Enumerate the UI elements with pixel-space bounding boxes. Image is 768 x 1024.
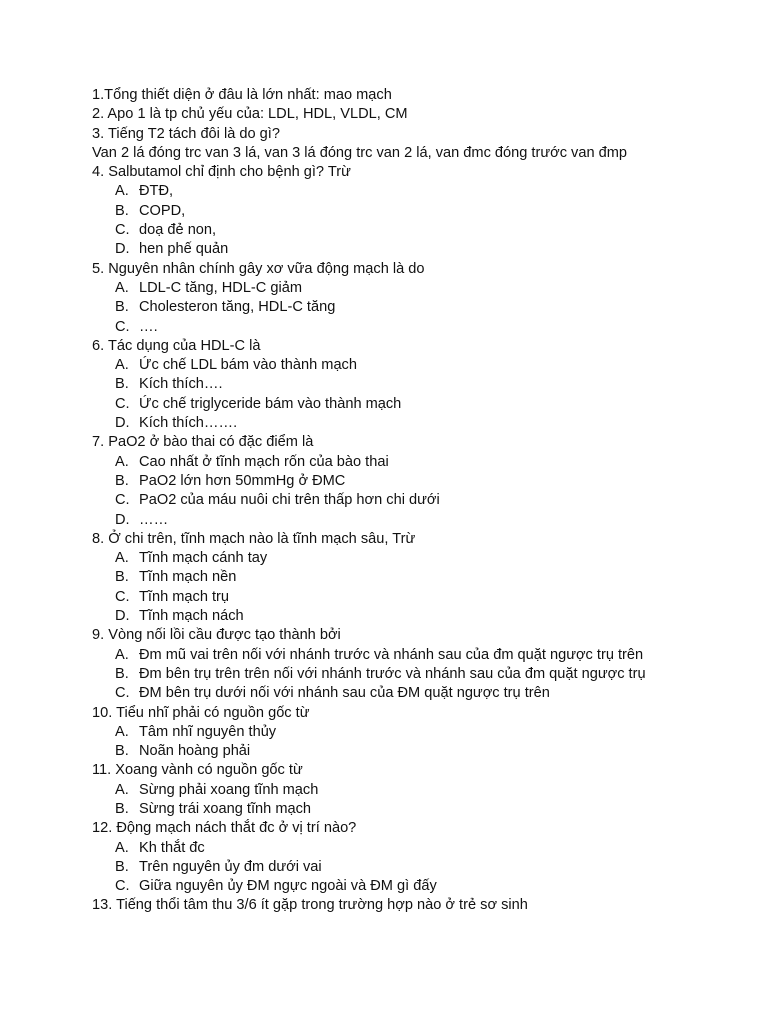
option-item (92, 781, 712, 800)
option-item (92, 453, 712, 472)
question-4: Van 2 lá đóng trc van 3 lá, van 3 lá đóng trc van 2 lá, van đmc đóng trước van đmp (92, 144, 628, 161)
option-letter: B. (115, 800, 129, 817)
option-text: Kích thích…. (139, 376, 223, 393)
option-letter: D. (115, 511, 130, 528)
option-text: hen phế quản (139, 241, 229, 258)
question-6: 5. Nguyên nhân chính gây xơ vữa động mạch là do (92, 260, 425, 277)
option-letter: A. (115, 183, 129, 200)
option-text: COPD, (139, 202, 186, 219)
option-text: Sừng phải xoang tĩnh mạch (139, 781, 319, 798)
option-letter: B. (115, 743, 129, 760)
question-8: 7. PaO2 ở bào thai có đặc điểm là (92, 434, 314, 451)
question-11-options (92, 723, 712, 762)
option-item (92, 356, 712, 375)
option-text: Kh thắt đc (139, 839, 205, 856)
question-6-options (92, 279, 712, 337)
option-letter: C. (115, 318, 130, 335)
option-letter: B. (115, 569, 129, 586)
question-2: 2. Apo 1 là tp chủ yếu của: LDL, HDL, VLDL, CM (92, 106, 408, 123)
option-text: Trên nguyên ủy đm dưới vai (139, 858, 322, 875)
option-letter: C. (115, 878, 130, 895)
option-letter: C. (115, 685, 130, 702)
option-item (92, 839, 712, 858)
option-letter: A. (115, 646, 129, 663)
question-5-options (92, 182, 712, 259)
option-letter: A. (115, 550, 129, 567)
option-letter: D. (115, 415, 130, 432)
option-letter: B. (115, 472, 129, 489)
question-3: 3. Tiếng T2 tách đôi là do gì? (92, 125, 280, 142)
option-text: Tâm nhĩ nguyên thủy (139, 723, 277, 740)
option-item (92, 202, 712, 221)
option-item (92, 568, 712, 587)
question-7: 6. Tác dụng của HDL-C là (92, 337, 261, 354)
option-text: PaO2 lớn hơn 50mmHg ở ĐMC (139, 472, 346, 489)
question-7-options (92, 356, 712, 433)
option-text: ĐM bên trụ dưới nối với nhánh sau của ĐM quặt ngược trụ trên (139, 685, 550, 702)
option-text: …… (139, 511, 169, 528)
option-text: doạ đẻ non, (139, 222, 217, 239)
option-item (92, 588, 712, 607)
option-item (92, 182, 712, 201)
question-8-options (92, 453, 712, 530)
option-text: LDL-C tăng, HDL-C giảm (139, 279, 303, 296)
option-letter: C. (115, 395, 130, 412)
option-text: Tĩnh mạch nách (139, 608, 244, 625)
option-item (92, 877, 712, 896)
option-text: …. (139, 318, 158, 335)
option-item (92, 472, 712, 491)
option-item (92, 646, 712, 665)
option-item (92, 549, 712, 568)
question-10: 9. Vòng nối lồi cầu được tạo thành bởi (92, 627, 341, 644)
option-item (92, 221, 712, 240)
option-text: Đm bên trụ trên trên nối với nhánh trước và nhánh sau của đm quặt ngược trụ (139, 665, 646, 682)
option-text: Tĩnh mạch cánh tay (139, 550, 268, 567)
option-item (92, 511, 712, 530)
option-letter: B. (115, 376, 129, 393)
question-13-options (92, 839, 712, 897)
question-13: 12. Động mạch nách thắt đc ở vị trí nào? (92, 820, 357, 837)
option-item (92, 414, 712, 433)
question-11: 10. Tiểu nhĩ phải có nguồn gốc từ (92, 704, 310, 721)
option-letter: C. (115, 588, 130, 605)
option-item (92, 279, 712, 298)
option-letter: B. (115, 202, 129, 219)
question-12: 11. Xoang vành có nguồn gốc từ (92, 762, 303, 779)
option-text: Đm mũ vai trên nối với nhánh trước và nhánh sau của đm quặt ngược trụ trên (139, 646, 644, 663)
option-text: Tĩnh mạch nền (139, 569, 237, 586)
option-item (92, 375, 712, 394)
option-item (92, 723, 712, 742)
question-10-options (92, 646, 712, 704)
question-14: 13. Tiếng thổi tâm thu 3/6 ít gặp trong trường hợp nào ở trẻ sơ sinh (92, 897, 528, 914)
question-5: 4. Salbutamol chỉ định cho bệnh gì? Trừ (92, 164, 351, 181)
option-letter: C. (115, 492, 130, 509)
option-letter: A. (115, 723, 129, 740)
question-9-options (92, 549, 712, 626)
option-letter: B. (115, 858, 129, 875)
option-letter: D. (115, 608, 130, 625)
option-item (92, 240, 712, 259)
option-text: Sừng trái xoang tĩnh mạch (139, 800, 312, 817)
option-item (92, 318, 712, 337)
option-letter: D. (115, 241, 130, 258)
question-12-options (92, 781, 712, 820)
option-item (92, 395, 712, 414)
option-item (92, 298, 712, 317)
option-item (92, 607, 712, 626)
question-list (92, 86, 712, 916)
option-item (92, 684, 712, 703)
option-text: Tĩnh mạch trụ (139, 588, 230, 605)
option-letter: B. (115, 665, 129, 682)
option-text: Cao nhất ở tĩnh mạch rốn của bào thai (139, 453, 389, 470)
option-text: PaO2 của máu nuôi chi trên thấp hơn chi dưới (139, 492, 440, 509)
option-text: Cholesteron tăng, HDL-C tăng (139, 299, 336, 316)
option-letter: A. (115, 453, 129, 470)
option-text: Noãn hoàng phải (139, 743, 251, 760)
option-letter: A. (115, 357, 129, 374)
option-item (92, 800, 712, 819)
option-text: Kích thích……. (139, 415, 238, 432)
option-item (92, 742, 712, 761)
question-9: 8. Ở chi trên, tĩnh mạch nào là tĩnh mạch sâu, Trừ (92, 530, 416, 547)
option-letter: A. (115, 781, 129, 798)
question-1: 1.Tổng thiết diện ở đâu là lớn nhất: mao mạch (92, 87, 392, 103)
option-text: Ức chế triglyceride bám vào thành mạch (139, 395, 402, 412)
option-letter: C. (115, 222, 130, 239)
option-item (92, 858, 712, 877)
option-letter: B. (115, 299, 129, 316)
option-item (92, 665, 712, 684)
option-letter: A. (115, 839, 129, 856)
option-item (92, 491, 712, 510)
option-letter: A. (115, 279, 129, 296)
option-text: Ức chế LDL bám vào thành mạch (139, 357, 357, 374)
option-text: Giữa nguyên ủy ĐM ngực ngoài và ĐM gì đấy (139, 878, 437, 895)
option-text: ĐTĐ, (139, 183, 174, 200)
